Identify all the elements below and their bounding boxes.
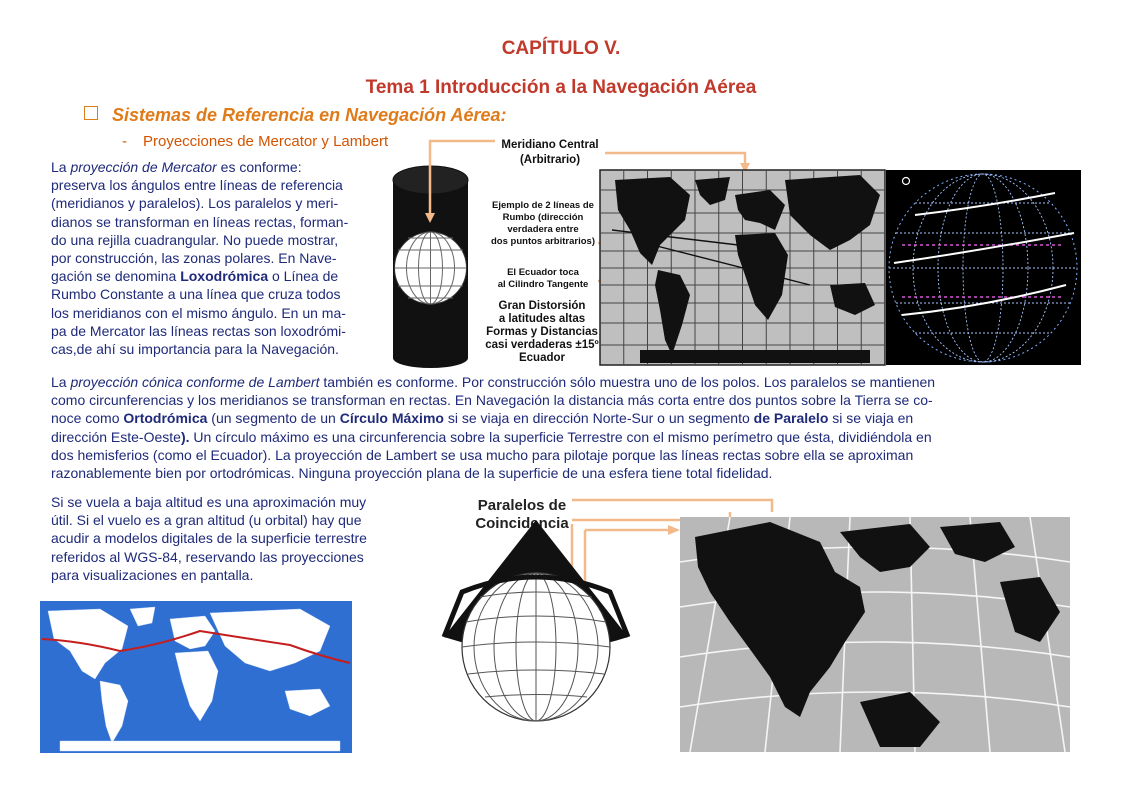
section-heading: Sistemas de Referencia en Navegación Aérea:	[112, 105, 507, 125]
mercator-map	[600, 170, 885, 365]
subsection-heading: Proyecciones de Mercator y Lambert	[143, 133, 389, 150]
mercator-figure	[390, 135, 1090, 370]
lambert-map	[680, 517, 1070, 752]
meridian-label-2: (Arbitrario)	[519, 154, 581, 166]
distortion-label-3: Formas y Distancias	[486, 326, 598, 338]
equator-label-1: El Ecuador toca	[507, 267, 579, 278]
world-map-great-circle	[40, 601, 352, 753]
equator-label-2: al Cilindro Tangente	[497, 279, 589, 290]
lambert-paragraph: La proyección cónica conforme de Lambert también es conforme. Por construcción sólo muestra uno de los polos. Los paralelos se mantienen como circunferencias y los meridianos se transforman en rectas. En Navegación la distancia más corta entre dos puntos sobre la Tierra se co- noce como Ortodrómica (un segmento de un Círculo Máximo si se viaja en dirección Norte-Sur o un segmento de Paralelo si se viaja en dirección Este-Oeste). Un círculo máximo es una circunferencia sobre la superficie Terrestre con el mismo perímetro que ésta, dividiéndola en dos hemisferios (como el Ecuador). La proyección de Lambert se usa mucho para pilotaje porque las líneas rectas sobre ella se aproximan razonablemente bien por ortodrómicas. Ninguna proyección plana de la superficie de una esfera tiene total fidelidad.	[51, 374, 936, 482]
topic-title: Tema 1 Introducción a la Navegación Aérea	[365, 77, 757, 98]
chapter-title: CAPÍTULO V.	[501, 38, 621, 59]
distortion-label-1: Gran Distorsión	[498, 300, 586, 312]
lambert-figure	[440, 492, 1072, 754]
mercator-paragraph: La proyección de Mercator es conforme: preserva los ángulos entre líneas de referencia (meridianos y paralelos). Los paralelos y meri- dianos se transforman en líneas rectas, forman- do una rejilla cuadrangular. No puede mostrar, por construcción, las zonas polares. En Nave- gación se denomina Loxodrómica o Línea de Rumbo Constante a una línea que cruza todos los meridianos con el mismo ángulo. En un ma- pa de Mercator las líneas rectas son loxodrómi- cas,de ahí su importancia para la Navegación.	[51, 159, 349, 358]
mercator-term: proyección de Mercator	[70, 159, 217, 175]
globe-illustration	[886, 170, 1081, 365]
circulo-maximo-term: Círculo Máximo	[339, 410, 444, 427]
altitude-paragraph: Si se vuela a baja altitud es una aproximación muy útil. Si el vuelo es a gran altitud (u orbital) hay que acudir a modelos digitales de la superficie terrestre referidos al WGS-84, reservando las proyecciones para visualizaciones en pantalla.	[51, 494, 367, 583]
paralelo-term: de Paralelo	[753, 410, 829, 427]
ortodromica-term: Ortodrómica	[123, 410, 208, 427]
distortion-label-2: a latitudes altas	[498, 313, 586, 325]
lambert-term: proyección cónica conforme de Lambert	[70, 374, 320, 390]
loxodromica-term: Loxodrómica	[180, 268, 269, 285]
coincidence-label-2: Coincidencia	[475, 515, 569, 532]
cone-illustration	[444, 520, 628, 721]
rhumb-label-1: Ejemplo de 2 líneas de	[492, 200, 594, 211]
subsection-dash: -	[122, 133, 127, 150]
distortion-label-5: Ecuador	[518, 352, 566, 364]
square-bullet-icon	[84, 106, 98, 120]
rhumb-label-3: verdadera entre	[507, 224, 579, 235]
distortion-label-4: casi verdaderas ±15º	[485, 339, 599, 351]
meridian-label-1: Meridiano Central	[501, 139, 599, 151]
coincidence-label-1: Paralelos de	[477, 497, 567, 514]
rhumb-label-2: Rumbo (dirección	[502, 212, 584, 223]
rhumb-label-4: dos puntos arbitrarios)	[491, 236, 595, 247]
